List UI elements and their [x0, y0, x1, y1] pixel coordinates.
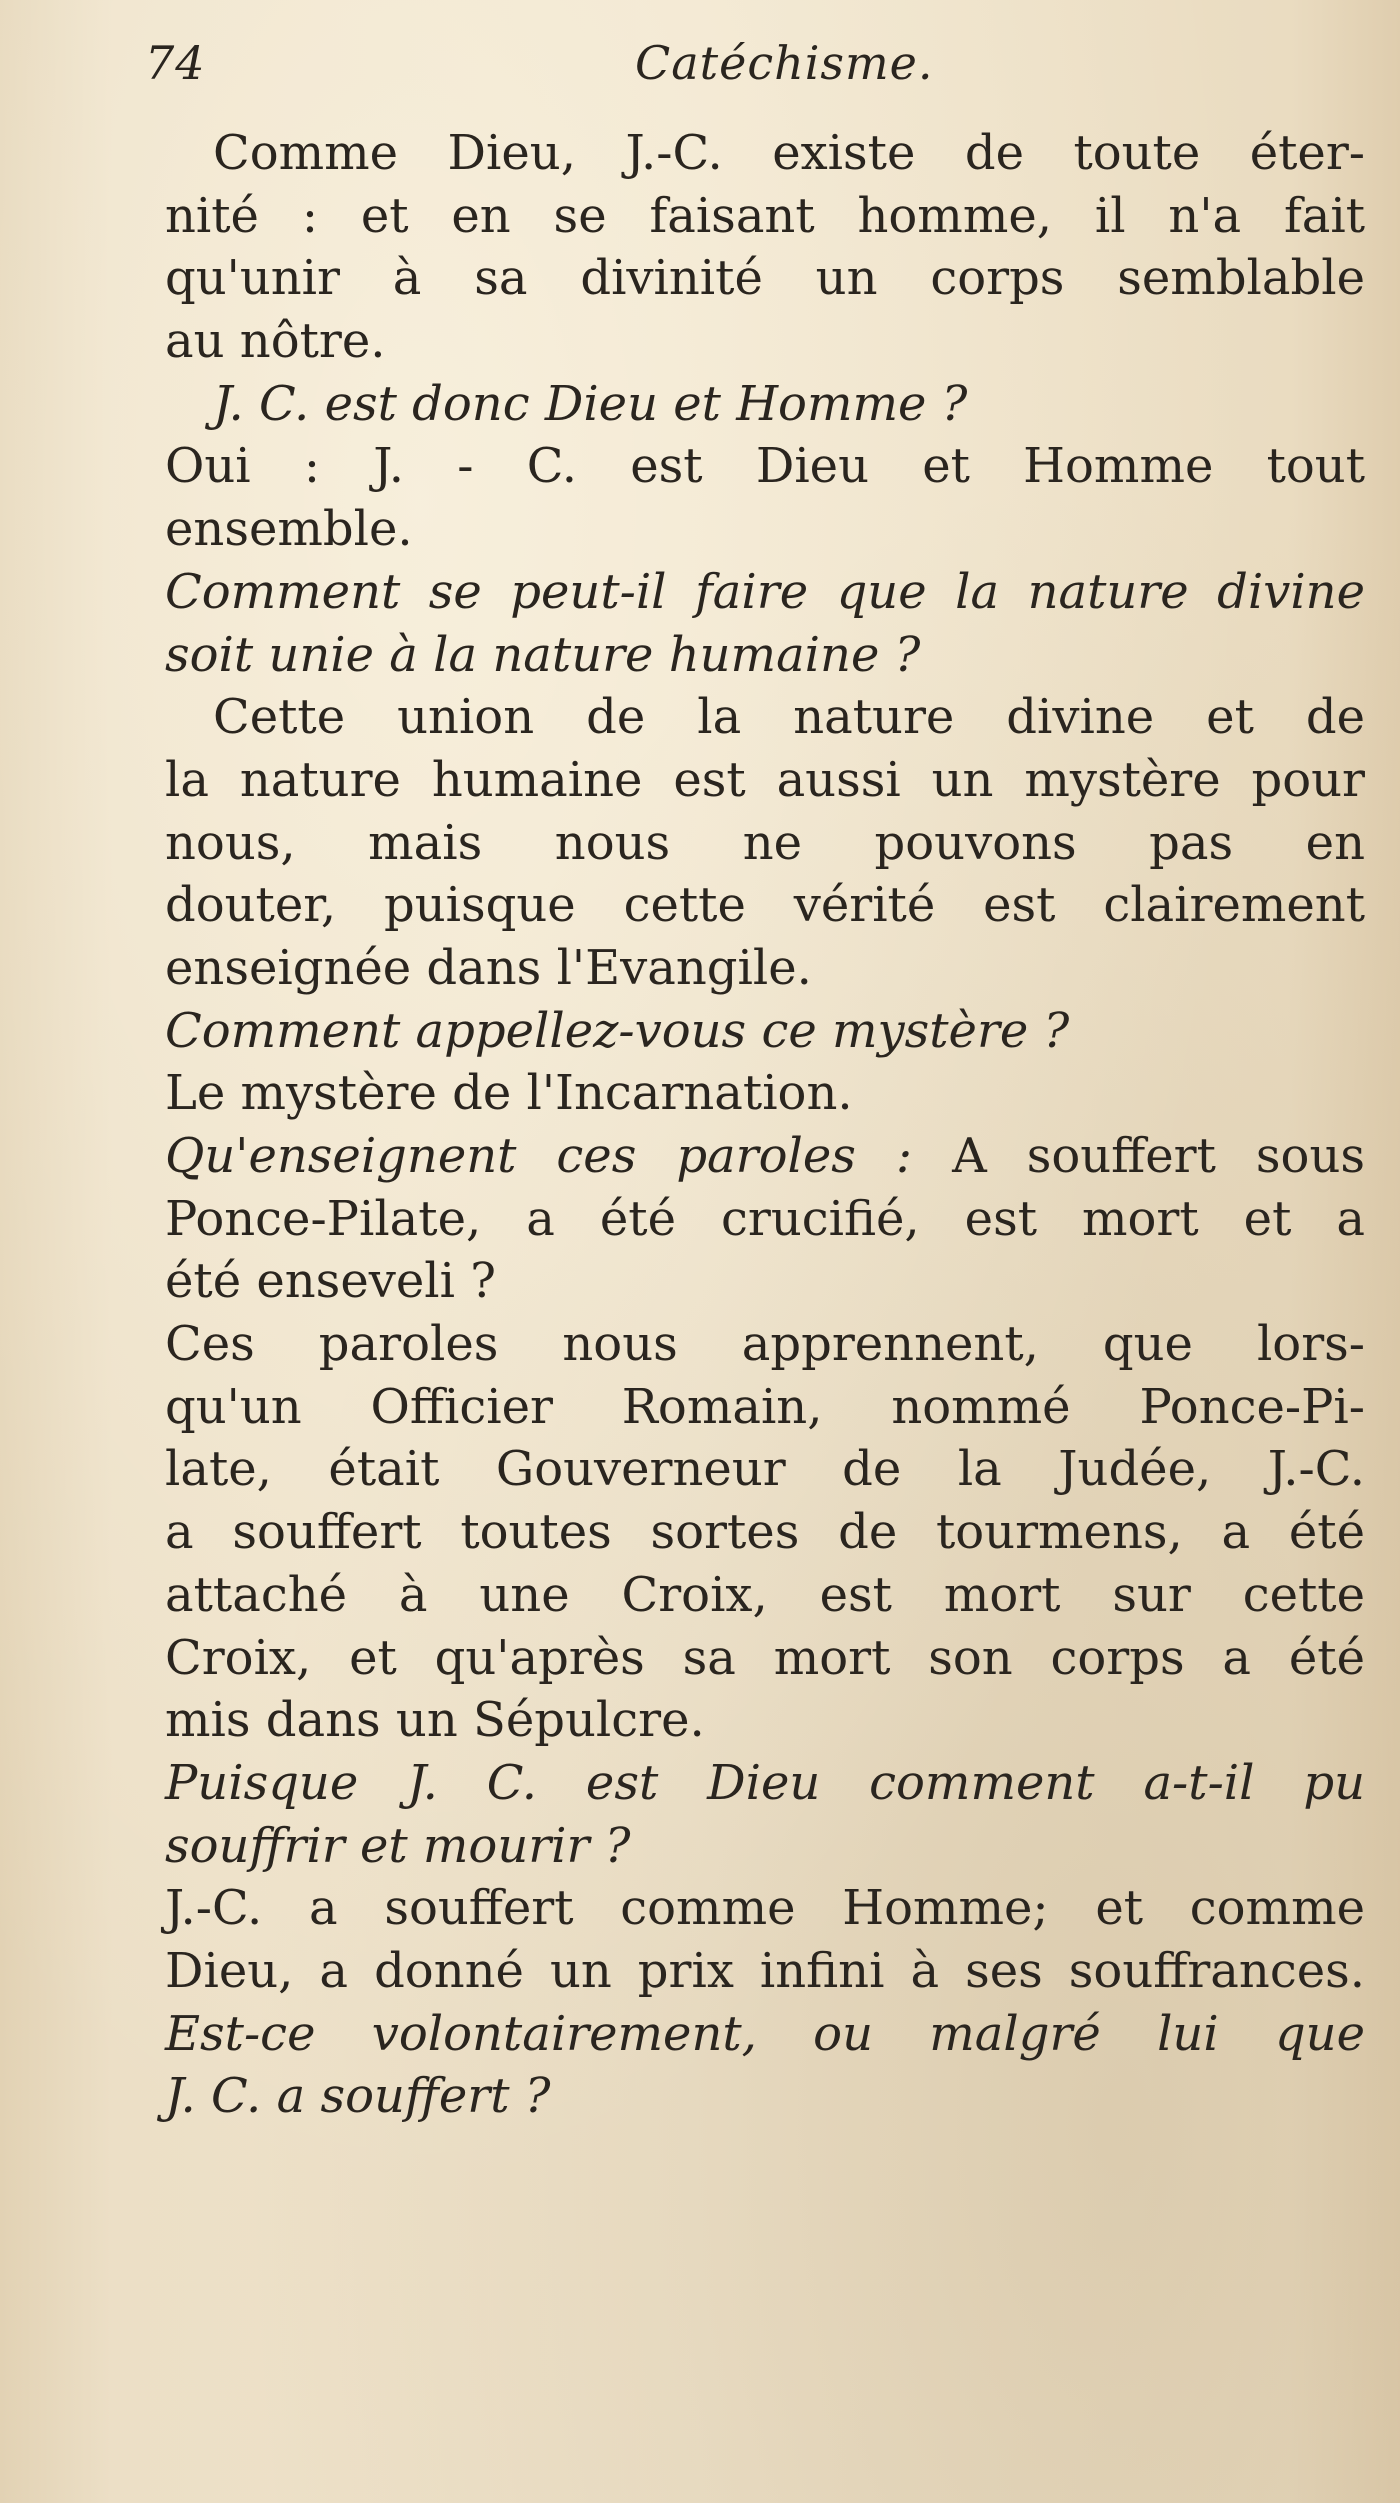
answer-line: été enseveli ? [165, 1253, 496, 1310]
answer-line: la nature humaine est aussi un mystère pour [165, 751, 1365, 808]
answer-line: Le mystère de l'Incarnation. [165, 1065, 853, 1122]
question-fragment: Qu'enseignent ces paroles : [165, 1128, 913, 1184]
answer-line: mis dans un Sépulcre. [165, 1692, 705, 1749]
answer-line: au nôtre. [165, 313, 386, 370]
answer-line: enseignée dans l'Evangile. [165, 939, 812, 996]
question-line: souffrir et mourir ? [165, 1817, 631, 1874]
question-line: J. C. est donc Dieu et Homme ? [213, 375, 968, 432]
question-line: Comment se peut-il faire que la nature divine [165, 563, 1365, 620]
answer-line: Dieu, a donné un prix infini à ses souffrances. [165, 1942, 1365, 1999]
page-number: 74 [145, 36, 206, 90]
quoted-creed-fragment: A souffert sous [912, 1128, 1365, 1184]
answer-line: Ponce-Pilate, a été crucifié, est mort et a [165, 1190, 1365, 1247]
answer-line: J.-C. a souffert comme Homme; et comme [165, 1880, 1365, 1937]
answer-line: Oui : J. - C. est Dieu et Homme tout [165, 438, 1365, 495]
answer-line: ensemble. [165, 501, 413, 558]
mixed-line [165, 1125, 1365, 1188]
running-head [145, 36, 1355, 106]
question-line: Puisque J. C. est Dieu comment a-t-il pu [165, 1754, 1365, 1811]
answer-line: nous, mais nous ne pouvons pas en [165, 814, 1365, 871]
question-line: J. C. a souffert ? [165, 2068, 551, 2125]
answer-line: Croix, et qu'après sa mort son corps a été [165, 1629, 1365, 1686]
answer-line: qu'unir à sa divinité un corps semblable [165, 250, 1365, 307]
answer-line: douter, puisque cette vérité est clairement [165, 877, 1365, 934]
answer-line: attaché à une Croix, est mort sur cette [165, 1566, 1365, 1623]
body-text [165, 122, 1365, 2128]
answer-line: Comme Dieu, J.-C. existe de toute éter- [213, 125, 1365, 181]
answer-line: Ces paroles nous apprennent, que lors- [165, 1316, 1365, 1373]
answer-line: nité : et en se faisant homme, il n'a fait [165, 187, 1365, 244]
answer-line: a souffert toutes sortes de tourmens, a été [165, 1504, 1365, 1561]
question-line: Comment appellez-vous ce mystère ? [165, 1002, 1070, 1059]
answer-line: qu'un Officier Romain, nommé Ponce-Pi- [165, 1378, 1365, 1435]
answer-line: Cette union de la nature divine et de [213, 689, 1365, 746]
running-title: Catéchisme. [635, 36, 934, 90]
question-line: Est-ce volontairement, ou malgré lui que [165, 2005, 1365, 2062]
answer-line: late, était Gouverneur de la Judée, J.-C. [165, 1441, 1365, 1498]
question-line: soit unie à la nature humaine ? [165, 626, 921, 683]
